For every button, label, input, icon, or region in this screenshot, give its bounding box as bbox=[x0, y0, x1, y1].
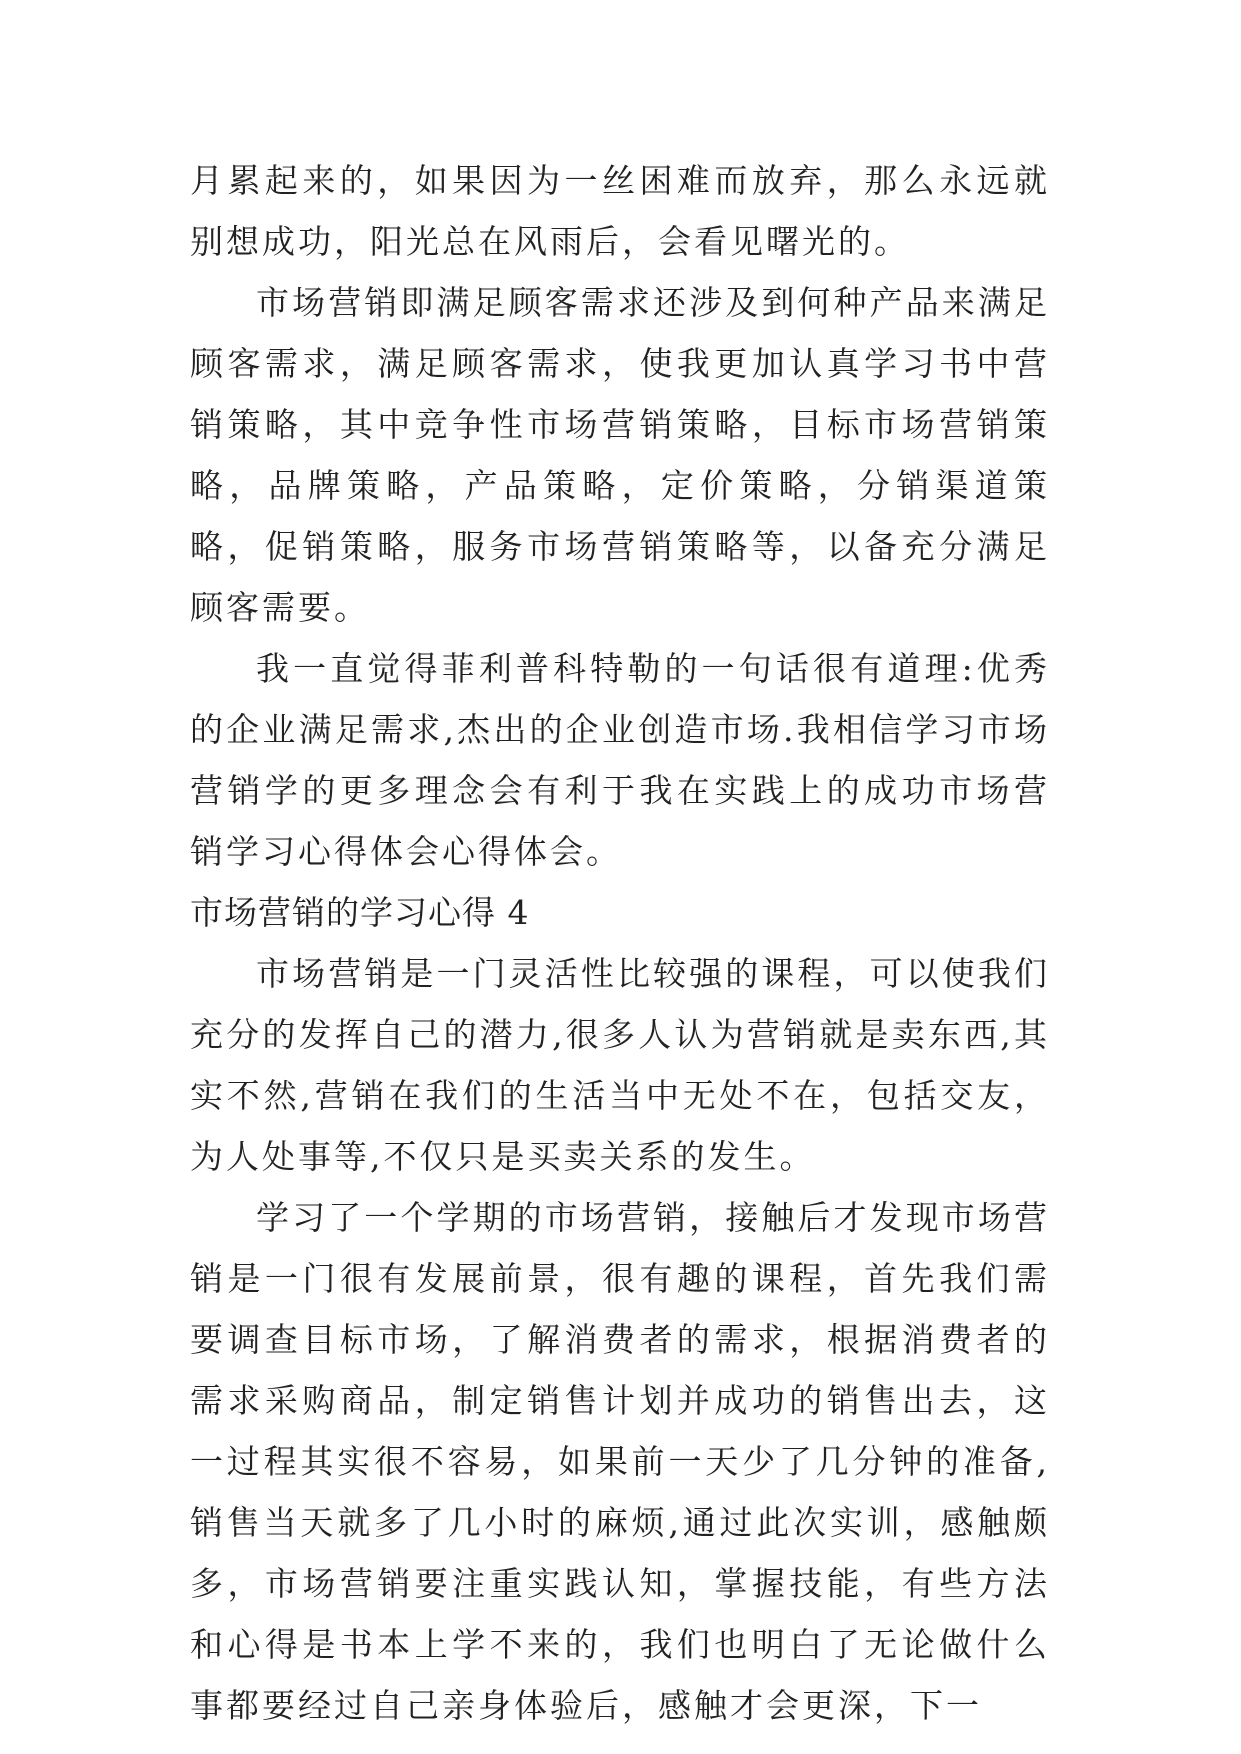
paragraph-marketing-strategies: 市场营销即满足顾客需求还涉及到何种产品来满足顾客需求，满足顾客需求，使我更加认真学习书中营销策略，其中竞争性市场营销策略，目标市场营销策略，品牌策略，产品策略，定价策略，分销渠道策略，促销策略，服务市场营销策略等，以备充分满足顾客需要。 bbox=[190, 283, 1050, 627]
paragraph-marketing-flexibility: 市场营销是一门灵活性比较强的课程，可以使我们充分的发挥自己的潜力,很多人认为营销就是卖东西,其实不然,营销在我们的生活当中无处不在，包括交友，为人处事等,不仅只是买卖关系的发生。 bbox=[190, 954, 1050, 1176]
paragraph-semester-study: 学习了一个学期的市场营销，接触后才发现市场营销是一门很有发展前景，很有趣的课程，首先我们需要调查目标市场，了解消费者的需求，根据消费者的需求采购商品，制定销售计划并成功的销售出去，这一过程其实很不容易，如果前一天少了几分钟的准备,销售当天就多了几小时的麻烦,通过此次实训，感触颇多，市场营销要注重实践认知，掌握技能，有些方法和心得是书本上学不来的，我们也明白了无论做什么事都要经过自己亲身体验后，感触才会更深，下一 bbox=[190, 1198, 1050, 1725]
document-body bbox=[190, 150, 1050, 1736]
section-heading: 市场营销的学习心得 4 bbox=[190, 893, 530, 932]
paragraph-continuation: 月累起来的，如果因为一丝困难而放弃，那么永远就别想成功，阳光总在风雨后，会看见曙光的。 bbox=[190, 161, 1050, 261]
paragraph-kotler-quote: 我一直觉得菲利普科特勒的一句话很有道理:优秀的企业满足需求,杰出的企业创造市场.我相信学习市场营销学的更多理念会有利于我在实践上的成功市场营销学习心得体会心得体会。 bbox=[190, 649, 1050, 871]
